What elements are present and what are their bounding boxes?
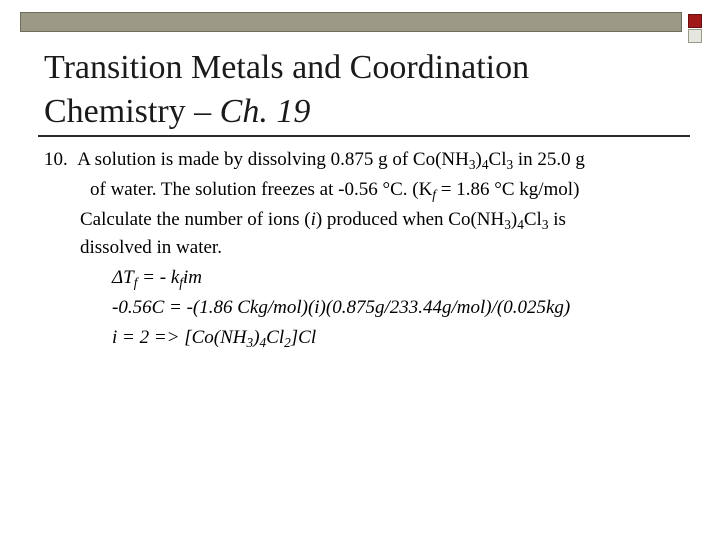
problem-line-1: 10. A solution is made by dissolving 0.875 g of $Co(NH_3)_4Cl_3$ in 25.0 g [44,149,585,172]
title-divider [38,135,690,137]
equation-line-3: $i = 2 => [Co(NH_3)_4Cl_2]Cl$ [112,327,317,350]
slide-title [44,46,684,134]
equation-line-1: $\Delta T_f$ = - $k_fim$ [112,267,202,290]
gray-square-decoration [688,29,702,43]
slide-header-bar [20,12,682,32]
problem-number: 10. [44,149,68,170]
problem-line-3: Calculate the number of ions (i) produced when $Co(NH_3)_4Cl_3$ is [80,209,566,232]
slide-title-line1: Transition Metals and Coordination [44,49,530,86]
equation-line-2: -0.56C = -(1.86 Ckg/mol)(i)(0.875g/233.44g/mol)/(0.025kg) [112,297,571,318]
problem-line-2: of water. The solution freezes at -0.56 °C. ($K_f = 1.86$ °C kg/mol) [90,179,580,202]
slide-title-line2: Chemistry – Ch. 19 [44,93,311,130]
problem-line-4: dissolved in water. [80,237,222,258]
red-square-decoration [688,14,702,28]
